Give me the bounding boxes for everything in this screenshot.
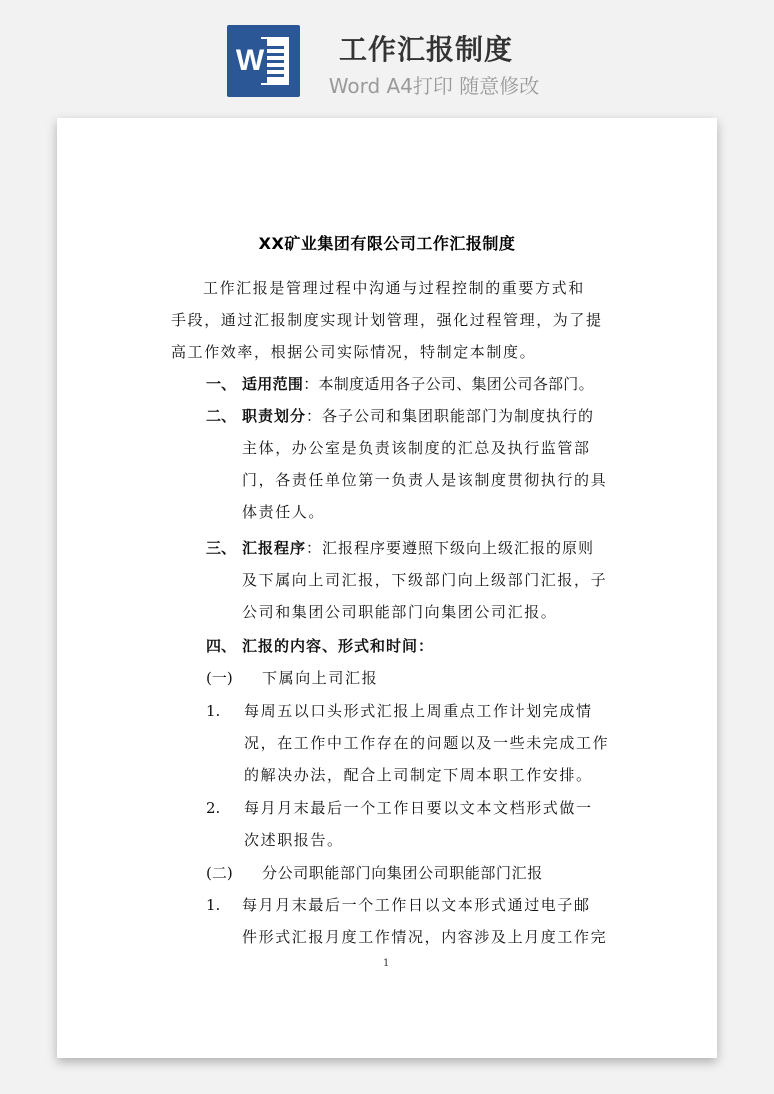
item-line: 每周五以口头形式汇报上周重点工作计划完成情 — [244, 702, 593, 720]
subsection-title: 下属向上司汇报 — [262, 669, 379, 687]
intro-line: 手段，通过汇报制度实现计划管理，强化过程管理，为了提 — [171, 311, 603, 329]
document-title: XX矿业集团有限公司工作汇报制度 — [258, 234, 516, 253]
subsection-number: (一) — [206, 669, 233, 687]
section-label: 职责划分 — [242, 407, 307, 425]
section-text: ：本制度适用各子公司、集团公司各部门。 — [303, 375, 594, 393]
section-label: 汇报的内容、形式和时间： — [242, 637, 435, 655]
section-procedure — [242, 538, 594, 558]
item-number: 1. — [206, 896, 221, 914]
section-number: 二、 — [206, 407, 237, 425]
word-icon-letter: W — [233, 39, 267, 83]
section-text-line: 主体，办公室是负责该制度的汇总及执行监管部 — [242, 439, 591, 457]
item-line: 的解决办法，配合上司制定下周本职工作安排。 — [244, 766, 593, 784]
section-number: 一、 — [206, 375, 237, 393]
item-line: 次述职报告。 — [244, 831, 344, 849]
section-scope — [242, 374, 594, 394]
section-number: 四、 — [206, 637, 237, 655]
section-label: 汇报程序 — [242, 539, 307, 557]
item-line: 况，在工作中工作存在的问题以及一些未完成工作 — [244, 734, 610, 752]
section-text-line: 体责任人。 — [242, 503, 326, 521]
section-label: 适用范围 — [242, 375, 304, 393]
subsection-title: 分公司职能部门向集团公司职能部门汇报 — [262, 864, 543, 882]
header-banner — [0, 0, 774, 118]
banner-title: 工作汇报制度 — [338, 33, 513, 66]
section-text-line: 及下属向上司汇报，下级部门向上级部门汇报，子 — [242, 571, 608, 589]
section-text: ：汇报程序要遵照下级向上级汇报的原则 — [306, 539, 595, 557]
item-line: 每月月末最后一个工作日要以文本文档形式做一 — [244, 799, 593, 817]
section-number: 三、 — [206, 539, 237, 557]
item-number: 1. — [206, 702, 221, 720]
page-number: 1 — [383, 958, 390, 969]
section-duties — [242, 406, 594, 426]
intro-line: 高工作效率，根据公司实际情况，特制定本制度。 — [171, 343, 537, 361]
subsection-number: (二) — [206, 864, 233, 882]
intro-line: 工作汇报是管理过程中沟通与过程控制的重要方式和 — [203, 279, 585, 297]
banner-subtitle: Word A4打印 随意修改 — [328, 74, 540, 98]
item-number: 2. — [206, 799, 221, 817]
section-text: ：各子公司和集团职能部门为制度执行的 — [306, 407, 595, 425]
word-document-icon — [227, 25, 300, 97]
item-line: 每月月末最后一个工作日以文本形式通过电子邮 — [242, 896, 591, 914]
document-page — [57, 118, 717, 1058]
section-text-line: 门，各责任单位第一负责人是该制度贯彻执行的具 — [242, 471, 608, 489]
section-text-line: 公司和集团公司职能部门向集团公司汇报。 — [242, 603, 558, 621]
item-line: 件形式汇报月度工作情况，内容涉及上月度工作完 — [242, 928, 608, 946]
